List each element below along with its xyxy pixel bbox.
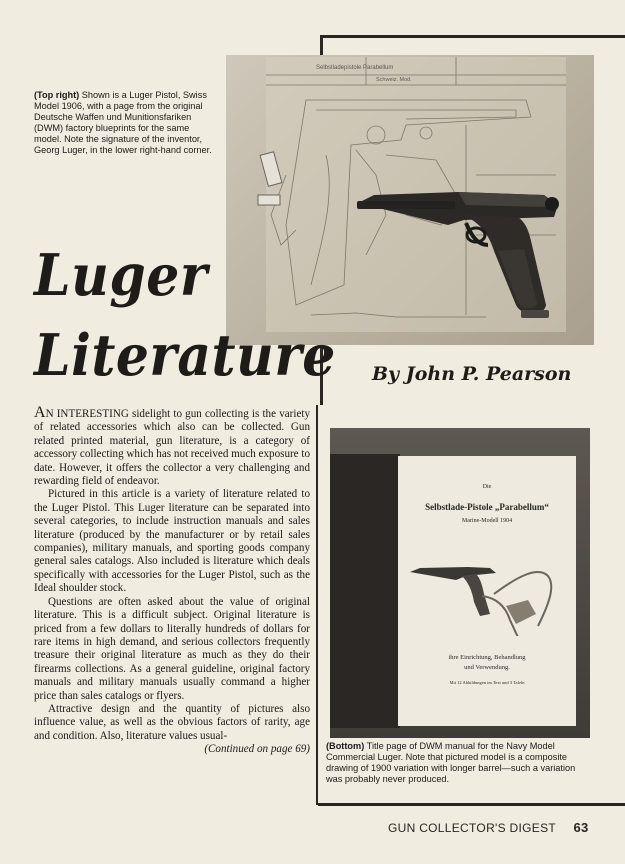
- bottom-caption-text: Title page of DWM manual for the Navy Model Commercial Luger. Note that pictured model is a composite drawing of 1900 variation with longer barrel—such a variation was probably never produced.: [326, 741, 576, 784]
- top-caption-text: Shown is a Luger Pistol, Swiss Model 1906, with a page from the original Deutsche Waffen und Munitionsfariken (DWM) factory blueprints for the same model. Note the signature of the inventor, Georg Luger, in the lower right-hand corner.: [34, 90, 212, 155]
- body-paragraph-3: Questions are often asked about the value of original literature. This is a difficult subject. Original literature is priced from a few dollars to literally hundreds of dollars for rare items in high demand, and serious collectors frequently treasure their original literature as much as they do their firearms collections. As a general guideline, original factory manuals and military manuals usually command a higher price than sales catalogs or flyers.: [34, 595, 310, 702]
- byline: By John P. Pearson: [372, 363, 572, 385]
- photo-luger-blueprint: [226, 55, 594, 345]
- article-title-line1: Luger: [34, 242, 208, 310]
- photo-dwm-manual: [330, 428, 590, 738]
- p1-rest: sidelight to gun collecting is the variety of related accessories which also can be collected. Gun related printed material, gun literature, is a category of accessory collecting which has not received much exposure to date. However, it offers the collector a very challenging and rewarding field of endeavor.: [34, 408, 311, 488]
- manual-die: Die: [482, 484, 492, 490]
- bottom-caption-lead: (Bottom): [326, 741, 365, 751]
- manual-sub1: ihre Einrichtung, Behandlung: [448, 654, 526, 661]
- article-title-line2: Literature: [34, 322, 336, 390]
- manual-title-page: [398, 456, 576, 726]
- frame-top-rule: [322, 35, 625, 38]
- article-body: [34, 406, 310, 757]
- manual-title: Selbstlade-Pistole „Parabellum“: [425, 502, 549, 512]
- manual-pistol-illustration: [398, 536, 576, 636]
- blueprint-sub: Schweiz. Mod.: [376, 77, 412, 83]
- frame-lower-rule: [316, 405, 318, 805]
- manual-sub2: und Verwendung.: [464, 664, 510, 671]
- drop-cap: A: [34, 404, 46, 421]
- manual-model: Marine-Modell 1904: [461, 518, 513, 524]
- magazine-name: GUN COLLECTOR'S DIGEST: [388, 821, 556, 835]
- manual-small: Mit 12 Abbildungen im Text und 3 Tafeln: [449, 680, 525, 685]
- footer: [388, 820, 589, 835]
- bottom-caption: [326, 741, 594, 785]
- continued-line: (Continued on page 69): [204, 743, 310, 756]
- body-paragraph-2: Pictured in this article is a variety of literature related to the Luger Pistol. This Luger literature can be separated into several categories, to include instruction manuals and sales literature (produced by the manufacturer or by retail sales companies), military manuals, and sporting goods company general sales catalogs. Also included is literature which deals specifically with accessories for the Luger Pistol, such as the Ideal shoulder stock.: [34, 488, 310, 595]
- lead-caps: N INTERESTING: [45, 408, 129, 420]
- body-paragraph-1: [34, 406, 310, 488]
- manual-cover: [330, 454, 400, 728]
- top-caption-lead: (Top right): [34, 90, 80, 100]
- body-paragraph-4: Attractive design and the quantity of pictures also influence value, as well as the obvious factors of rarity, age and condition. Also, literature values usual-: [34, 702, 310, 742]
- frame-bottom-rule: [318, 803, 625, 806]
- top-caption: [34, 90, 219, 156]
- blueprint-pistol-illustration: [226, 55, 594, 345]
- page-number: 63: [573, 820, 589, 835]
- blueprint-header: Selbstladepistole Parabellum: [316, 65, 394, 71]
